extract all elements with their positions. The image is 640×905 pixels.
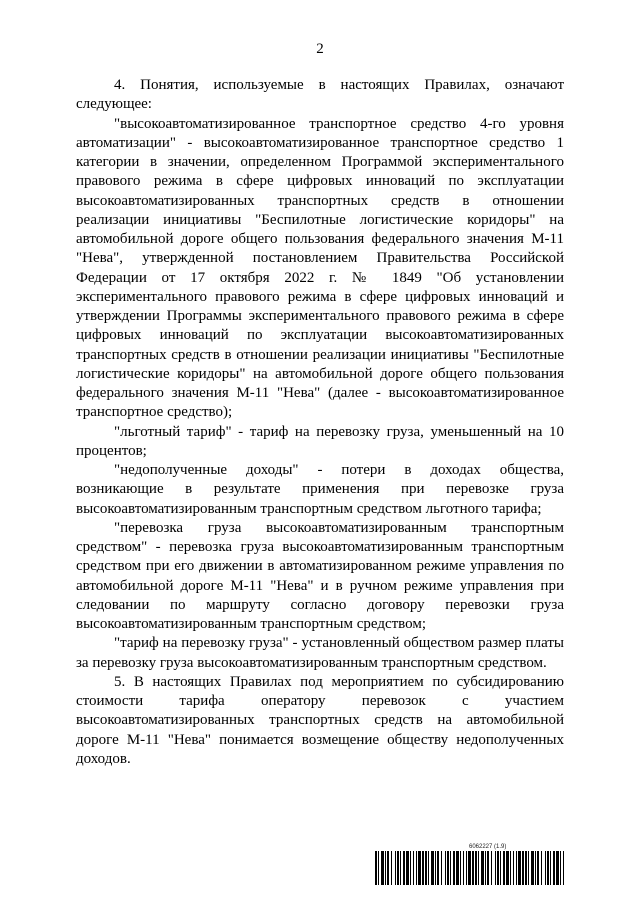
paragraph-definition-cargo-transport: "перевозка груза высокоавтоматизированным транспортным средством" - перевозка груза высокоавтоматизированным транспортным средством при его движении в автоматизированном режиме управления по автомобильной дороге М-11 "Нева" и в ручном режиме управления при следовании по маршруту согласно договору перевозки груза высокоавтоматизированным транспортным средством; — [76, 519, 564, 632]
barcode-image — [375, 851, 567, 885]
document-id: 6062227 (1.9) — [469, 844, 507, 850]
paragraph-definition-tariff: "тариф на перевозку груза" - установленный обществом размер платы за перевозку груза высокоавтоматизированным транспортным средством. — [76, 635, 564, 671]
paragraph-subsidy-measure: 5. В настоящих Правилах под мероприятием по субсидированию стоимости тарифа оператору перевозок с участием высокоавтоматизированных транспортных средств на автомобильной дороге М-11 "Нева" понимается возмещение обществу недополученных доходов. — [76, 673, 564, 767]
page-number: 2 — [316, 41, 324, 57]
paragraph-definition-preferential-tariff: "льготный тариф" - тариф на перевозку груза, уменьшенный на 10 процентов; — [76, 423, 564, 459]
paragraph-definition-hav: "высокоавтоматизированное транспортное средство 4-го уровня автоматизации" - высокоавтоматизированное транспортное средство 1 категории в значении, определенном Программой экспериментального правового режима в сфере цифровых инноваций по эксплуатации высокоавтоматизированных транспортных средств в отношении реализации инициативы "Беспилотные логистические коридоры" на автомобильной дороге общего пользования федерального значения М-11 "Нева", утвержденной постановлением Правительства Российской Федерации от 17 октября 2022 г. № 1849 "Об установлении экспериментального правового режима в сфере цифровых инноваций и утверждении Программы экспериментального правового режима в сфере цифровых инноваций по эксплуатации высокоавтоматизированных транспортных средств в отношении реализации инициативы "Беспилотные логистические коридоры" на автомобильной дороге общего пользования федерального значения М-11 "Нева" (далее - высокоавтоматизированное транспортное средство); — [76, 115, 564, 421]
paragraph-definition-lost-income: "недополученные доходы" - потери в доходах общества, возникающие в результате применения при перевозке груза высокоавтоматизированным транспортным средством льготного тарифа; — [76, 462, 564, 517]
document-body — [76, 76, 564, 769]
paragraph-definitions-intro: 4. Понятия, используемые в настоящих Правилах, означают следующее: — [76, 77, 564, 113]
